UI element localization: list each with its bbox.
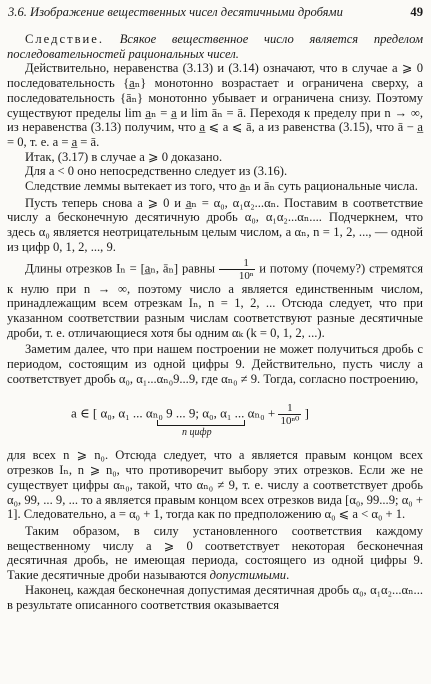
paragraph-decimal: Пусть теперь снова a ⩾ 0 и a̲ₙ = α₀, α₁α₂...αₙ. Поставим в соответствие числу a бесконечную десятичную дробь α₀, α₁α₂...αₙ.... Подчеркнем, что здесь α₀ является неотрицательным целым числом, а αₙ, n = 1, 2, ..., — одной из цифр 0, 1, 2, ..., 9.	[7, 195, 423, 254]
lengths-tail: и потому (почему?) стремятся к нулю при n → ∞, поэтому число a является единственным числом, принадлежащим всем отрезкам Iₙ, n = 1, 2, ... Отсюда следует, что при указанном соответствии разным числам соответствуют разные десятичные дроби, т. е. отличающиеся хотя бы одним αₖ (k = 0, 1, 2, ...).	[7, 260, 424, 340]
paragraph-so: Итак, (3.17) в случае a ⩾ 0 доказано.	[25, 149, 223, 164]
formula-frac-num: 1	[278, 402, 301, 415]
lengths-lead: Длины отрезков Iₙ = [a̲ₙ, āₙ] равны	[25, 260, 216, 275]
formula-close: ]	[301, 405, 309, 421]
formula-frac-den: 10ⁿ⁰	[280, 415, 300, 428]
corollary-label: Следствие.	[25, 32, 105, 46]
paragraph-lengths	[7, 257, 423, 341]
underbrace-label: n цифр	[182, 427, 212, 439]
paragraph-negative: Для a < 0 оно непосредственно следует из (3.16).	[25, 164, 288, 179]
paragraph-admissible	[7, 524, 423, 583]
display-formula	[7, 390, 423, 444]
admissible-term: допустимыми	[209, 568, 287, 583]
running-header	[8, 5, 423, 23]
admissible-text: Таким образом, в силу установленного соответствия каждому вещественному числу a ⩾ 0 соответствует некоторая бесконечная десятичная дробь, не имеющая периода, состоящего из одной цифры 9. Такие десятичные дроби называются	[7, 523, 423, 583]
text-body	[7, 32, 423, 612]
formula-fraction	[278, 402, 301, 427]
paragraph-lemma: Следствие леммы вытекает из того, что a̲ₙ и āₙ суть рациональные числа.	[25, 179, 418, 194]
page-number: 49	[410, 5, 423, 19]
frac-den: 10ⁿ	[238, 269, 254, 282]
paragraph-period: Заметим далее, что при нашем построении не может получиться дробь с периодом, состоящим из одной цифры 9. Действительно, пусть числу a соответствует дробь α₀, α₁...αₙ₀9...9, где αₙ₀ ≠ 9. Тогда, согласно построению,	[7, 342, 423, 386]
formula-main: a ∈ [ α₀, α₁ ... αₙ₀ 9 ... 9; α₀, α₁ ... αₙ₀ +	[71, 405, 279, 421]
paragraph-finally: Наконец, каждая бесконечная допустимая десятичная дробь α₀, α₁α₂...αₙ... в результате описанного соответствия оказывается	[7, 582, 423, 612]
corollary-paragraph	[7, 32, 423, 61]
paragraph-proof: Действительно, неравенства (3.13) и (3.14) означают, что в случае a ⩾ 0 последовательность {a̲ₙ} монотонно возрастает и ограничена сверху, а последовательность {āₙ} монотонно убывает и ограничена снизу. Поэтому существуют пределы lim a̲ₙ = a̲ и lim āₙ = ā. Переходя к пределу при n → ∞, из неравенства (3.13) получим, что a̲ ⩽ a ⩽ ā, а из равенства (3.15), что ā − a̲ = 0, т. е. a = a̲ = ā.	[7, 61, 423, 149]
admissible-end: .	[286, 568, 290, 583]
corollary-text: Всякое вещественное число является пределом последовательностей рациональных чисел.	[7, 32, 423, 61]
fraction-1-over-10n	[219, 257, 255, 282]
paragraph-contradiction: для всех n ⩾ n₀. Отсюда следует, что a является правым концом всех отрезков Iₙ, n ⩾ n₀, что противоречит выбору этих отрезков. Если же не существует цифры αₙ₀, такой, что αₙ₀ ≠ 9, т. е. числу a соответствует дробь α₀, 99, ... 9, ... то a является правым концом всех отрезков вида [α₀, 99...9; α₀ + 1]. Следовательно, a = α₀ + 1, тогда как по предположению α₀ ⩽ a < α₀ + 1.	[7, 448, 423, 522]
frac-num: 1	[219, 257, 255, 270]
section-title: 3.6. Изображение вещественных чисел десятичными дробями	[8, 5, 343, 19]
